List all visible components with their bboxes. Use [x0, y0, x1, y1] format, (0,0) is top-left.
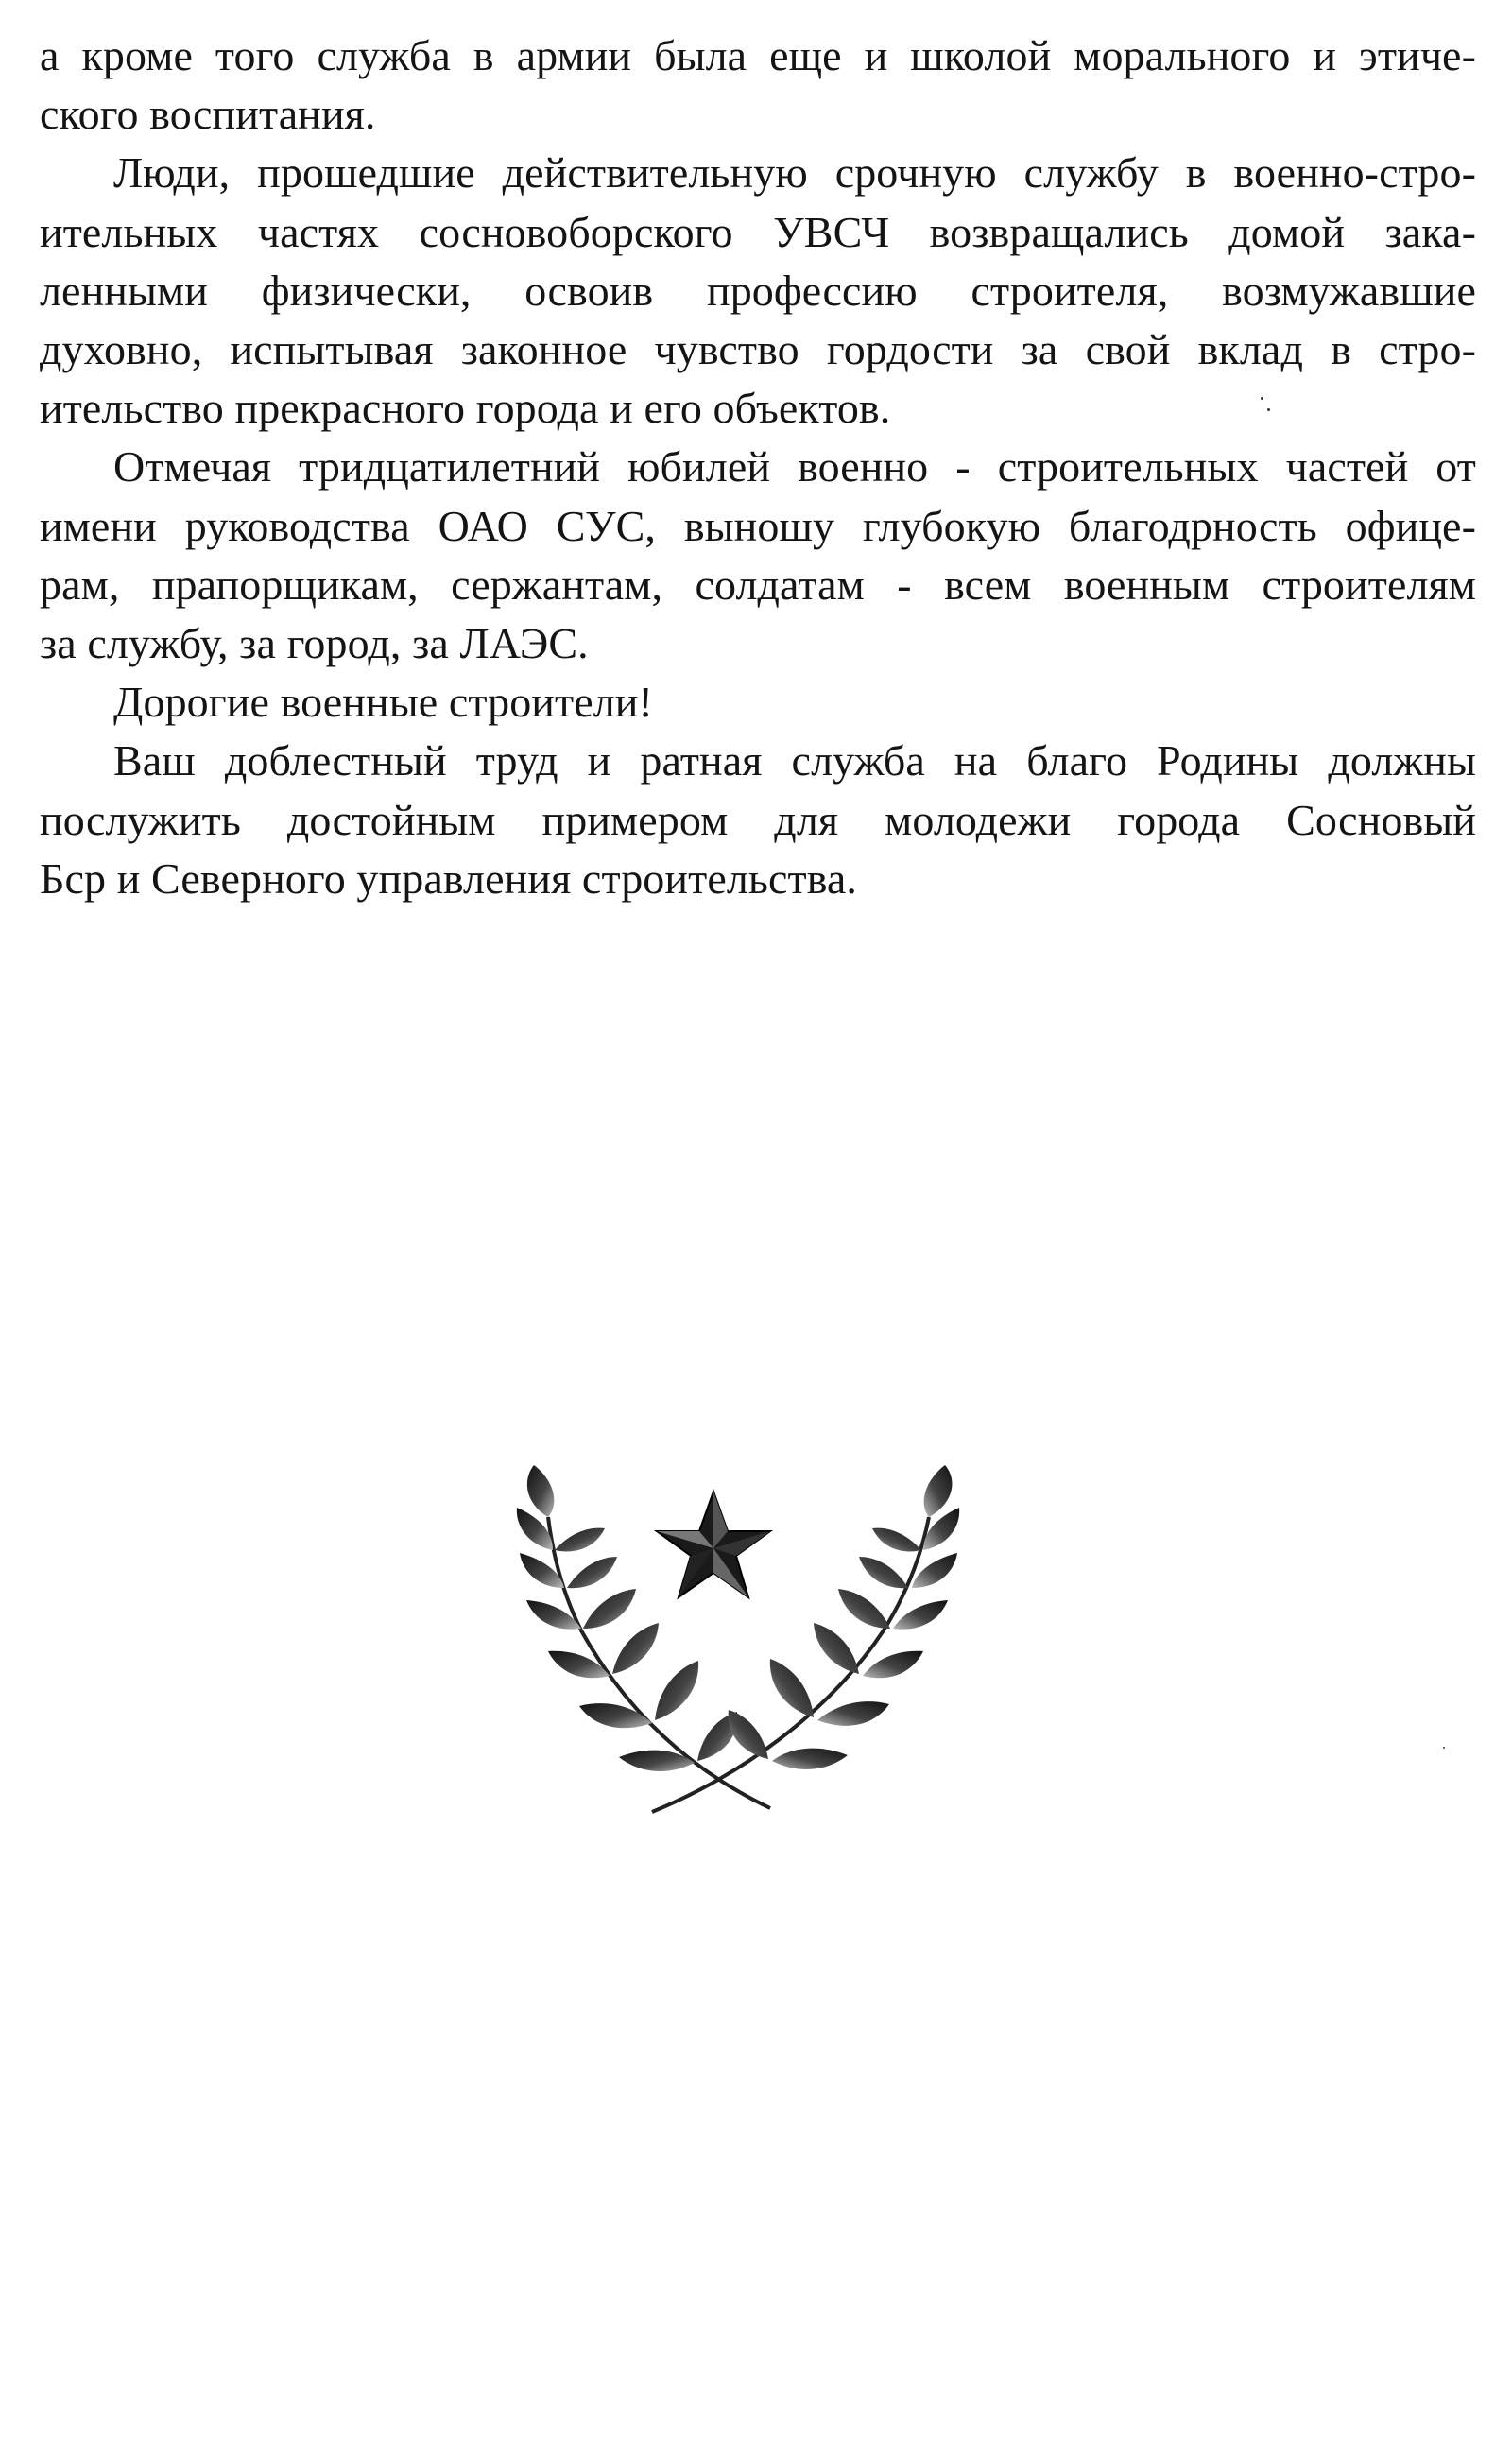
paragraph	[40, 732, 1476, 908]
text-line: ского воспитания.	[40, 90, 376, 139]
document-body	[40, 26, 1476, 908]
text-line: Бср и Северного управления строительства.	[40, 854, 858, 903]
text-line: Отмечая тридцатилетний юбилей военно - строительных частей от	[113, 442, 1476, 492]
text-line: Люди, прошедшие действительную срочную службу в военно-стро-	[113, 148, 1476, 198]
text-line: послужить достойным примером для молодежи города Сосновый	[40, 795, 1476, 844]
text-line: ленными физически, освоив профессию строителя, возмужавшие	[40, 266, 1476, 315]
text-line: за службу, за город, за ЛАЭС.	[40, 619, 589, 668]
paragraph	[40, 26, 1476, 144]
paragraph	[40, 673, 1476, 732]
document-page	[40, 26, 1476, 908]
text-line: а кроме того служба в армии была еще и школой морального и этиче-	[40, 31, 1476, 79]
text-line: имени руководства ОАО СУС, выношу глубокую благодрность офице-	[40, 501, 1476, 550]
print-speck	[1443, 1747, 1445, 1749]
text-line: Ваш доблестный труд и ратная служба на благо Родины должны	[113, 736, 1476, 785]
text-line: духовно, испытывая законное чувство гордости за свой вклад в стро-	[40, 325, 1476, 374]
paragraph	[40, 438, 1476, 673]
emblem-icon	[477, 1460, 1058, 1857]
print-speck	[1267, 408, 1270, 411]
print-speck	[1261, 397, 1263, 400]
text-line: Дорогие военные строители!	[113, 678, 653, 727]
text-line: ительных частях сосновоборского УВСЧ возвращались домой зака-	[40, 207, 1476, 256]
left-laurel-branch-icon	[517, 1465, 770, 1808]
text-line: рам, прапорщикам, сержантам, солдатам - всем военным строителям	[40, 560, 1476, 609]
star-icon	[657, 1492, 770, 1597]
paragraph	[40, 144, 1476, 438]
text-line: ительство прекрасного города и его объектов.	[40, 384, 891, 433]
star-laurel-emblem	[477, 1460, 1058, 1857]
